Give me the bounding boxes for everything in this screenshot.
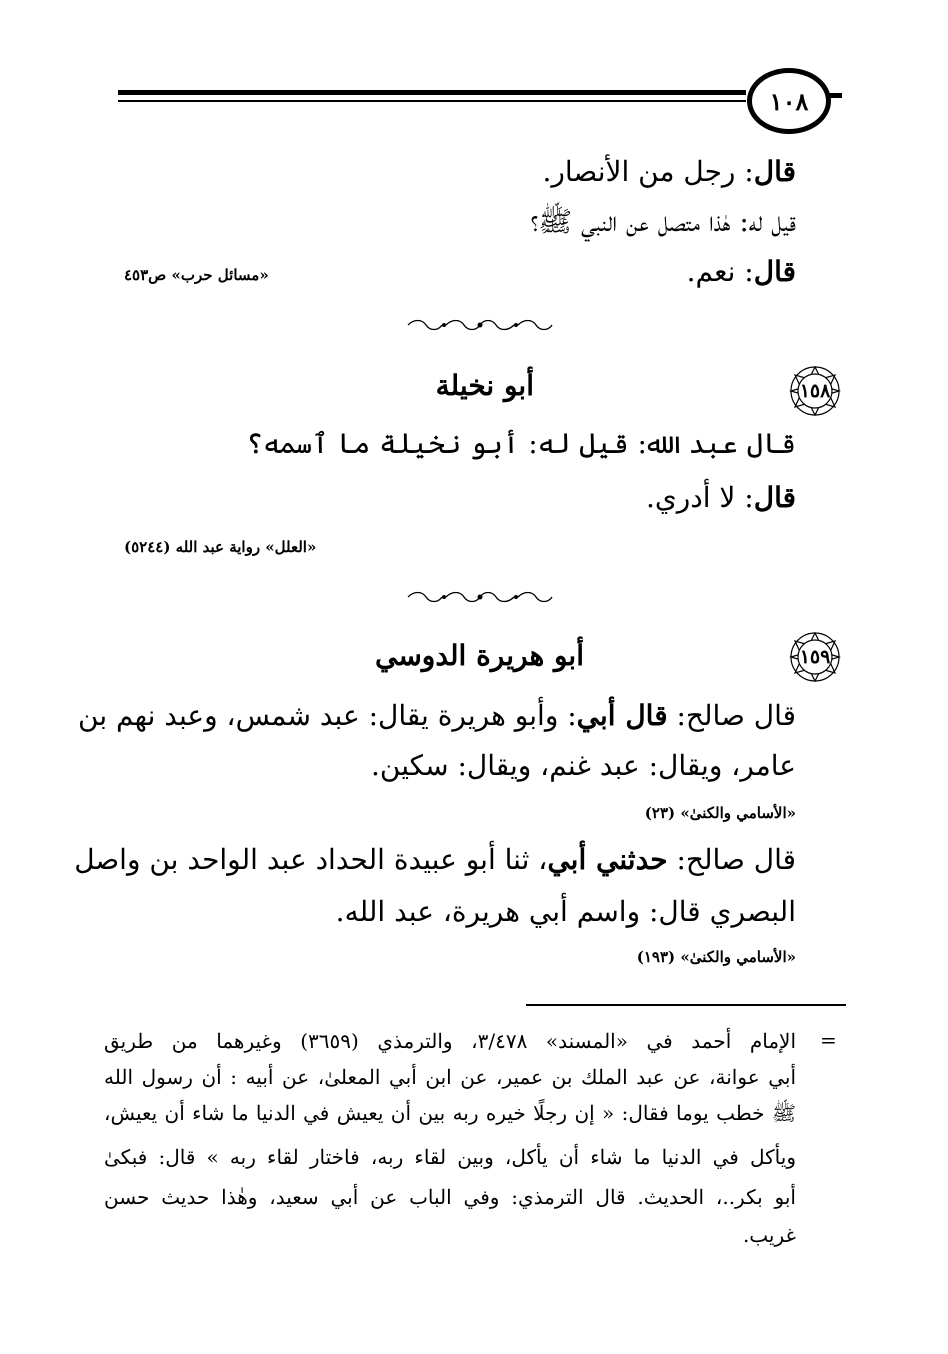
footnote-continuation-mark: = xyxy=(820,1028,837,1052)
divider-ornament xyxy=(404,590,556,604)
entry-number-badge xyxy=(788,630,842,684)
source-citation: «الأسامي والكنىٰ» (٢٣) xyxy=(644,804,796,822)
entry-number-badge xyxy=(788,364,842,418)
qala-label: قال xyxy=(753,155,796,188)
qala-abi-label: قال أبي xyxy=(576,699,668,732)
text-line xyxy=(687,252,796,292)
source-citation: «العلل» رواية عبد الله (٥٢٤٤) xyxy=(124,538,317,556)
header-rule-thin xyxy=(118,100,746,102)
text-line: عامر، ويقال: عبد غنم، ويقال: سكين. xyxy=(370,749,796,782)
haddathani-abi-label: حدثني أبي xyxy=(547,843,668,876)
footnote-rule xyxy=(526,1004,846,1006)
qala-label: قال xyxy=(753,481,796,514)
line-text: : رجل من الأنصار. xyxy=(542,155,754,188)
footnote-line: أبي عوانة، عن عبد الملك بن عمير، عن ابن أبي المعلىٰ، عن أبيه : أن رسول الله xyxy=(104,1065,796,1089)
text-line xyxy=(646,478,796,518)
source-citation: «مسائل حرب» ص٤٥٣ xyxy=(124,266,269,284)
header-rule-thick xyxy=(118,90,746,95)
line-text: قال صالح: xyxy=(667,699,796,732)
entry-number: ١٥٩ xyxy=(799,646,831,668)
entry-number: ١٥٨ xyxy=(799,380,831,402)
line-text: : نعم. xyxy=(686,255,754,288)
line-text: : وأبو هريرة يقال: عبد شمس، وعبد نهم بن xyxy=(78,699,577,732)
divider-ornament xyxy=(404,318,556,332)
page-number: ١٠٨ xyxy=(747,68,831,134)
source-citation: «الأسامي والكنىٰ» (١٩٣) xyxy=(636,948,796,966)
line-text: ، ثنا أبو عبيدة الحداد عبد الواحد بن واصل xyxy=(74,843,548,876)
text-line xyxy=(78,696,796,736)
text-line: البصري قال: واسم أبي هريرة، عبد الله. xyxy=(335,895,796,928)
line-text: : لا أدري. xyxy=(645,481,754,514)
footnote-line: الإمام أحمد في «المسند» ٣/٤٧٨، والترمذي (٣٦٥٩) وغيرهما من طريق xyxy=(104,1029,796,1053)
line-text: قال صالح: xyxy=(667,843,796,876)
entry-title: أبو هريرة الدوسي xyxy=(375,639,584,672)
footnote-line: ويأكل في الدنيا ما شاء أن يأكل، وبين لقاء ربه، فاختار لقاء ربه » قال: فبكىٰ xyxy=(104,1145,796,1169)
text-line: قيل له: هٰذا متصل عن النبي ﷺ؟ xyxy=(530,205,796,238)
entry-title: أبو نخيلة xyxy=(435,369,534,402)
text-line xyxy=(74,840,796,880)
footnote-line: ﷺ خطب يوما فقال: « إن رجلًا خيره ربه بين أن يعيش في الدنيا ما شاء أن يعيش، xyxy=(104,1101,796,1125)
footnote-line: غريب. xyxy=(742,1223,796,1247)
footnote-line: أبو بكر..، الحديث. قال الترمذي: وفي الباب عن أبي سعيد، وهٰذا حديث حسن xyxy=(104,1185,796,1209)
text-line: قال عبد الله: قيل له: أبو نخيلة ما ٱسمه؟ xyxy=(246,427,796,460)
text-line xyxy=(542,152,796,192)
qala-label: قال xyxy=(753,255,796,288)
